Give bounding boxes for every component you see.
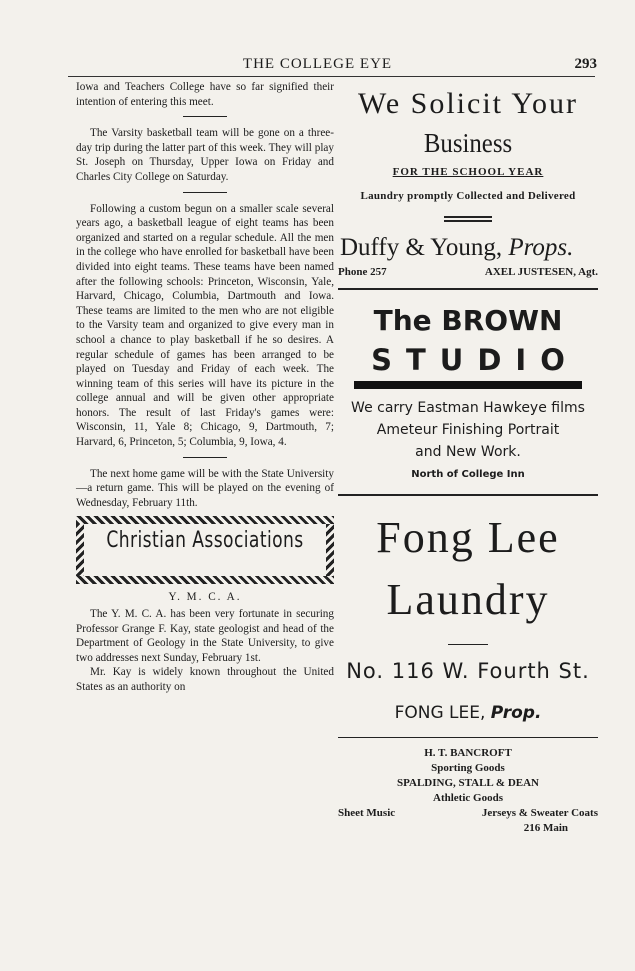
section-title: Christian Associations <box>106 528 304 554</box>
double-rule <box>444 216 492 222</box>
ad-contact <box>338 266 598 278</box>
brown-studio-ad <box>338 304 598 496</box>
black-bar <box>354 381 582 389</box>
fong-lee-owner <box>338 703 598 723</box>
section-rule <box>338 288 598 290</box>
bancroft-items <box>338 806 598 821</box>
ornament-border-left <box>76 524 84 576</box>
studio-line-1: We carry Eastman Hawkeye films <box>351 400 585 416</box>
ad-service-line: Laundry promptly Collected and Delivered <box>360 190 576 202</box>
separator <box>183 457 227 458</box>
bancroft-name: H. T. BANCROFT <box>424 747 512 759</box>
separator <box>183 116 227 117</box>
paragraph-varsity-trip: The Varsity basketball team will be gone on a three-day trip during the latter part of this week. They will play St. Joseph on Thursday, Upper Iowa on Friday and Charles City College on Saturday. <box>76 127 334 183</box>
studio-line-2: Ameteur Finishing Portrait <box>376 422 560 438</box>
advertisement-column <box>338 82 598 836</box>
studio-location: North of College Inn <box>411 469 525 480</box>
ornament-border-top <box>76 516 334 524</box>
paragraph-next-game: The next home game will be with the State University—a return game. This will be played on the evening of Wednesday, February 11th. <box>76 467 334 509</box>
paragraph-kay: Mr. Kay is widely known throughout the United States as an authority on <box>76 666 334 693</box>
paragraph-meet: Iowa and Teachers College have so far signified their intention of entering this meet. <box>76 81 334 108</box>
paragraph-basketball-league: Following a custom begun on a smaller scale several years ago, a basketball league of eight teams has been organized and started on a regular schedule. All the men in the college who have enrolled for basketball have been divided into eight teams. These teams have been named after the following schools: Princeton, Wisconsin, Yale, Harvard, Chicago, Columbia, Dartmouth and Iowa. These teams are limited to the men who are not eligible to the Varsity team and organized to give every man in school a chance to play basketball if he so desires. A regular schedule of games has been arranged to be played on Tuesday and Friday of each week. The winning team of this series will have its picture in the college annual and will be given other appropriate honors. The result of last Friday's games were: Wisconsin, 11, Yale 8; Chicago, 9, Dartmouth, 7; Harvard, 6, Princeton, 5; Columbia, 9, Iowa, 4. <box>76 202 334 449</box>
fong-lee-address: No. 116 W. Fourth St. <box>346 659 590 683</box>
page-header <box>0 56 635 76</box>
short-rule <box>448 644 488 645</box>
journal-title: THE COLLEGE EYE <box>242 56 393 72</box>
item-jerseys: Jerseys & Sweater Coats <box>481 807 598 819</box>
bancroft-address: 216 Main <box>523 822 568 834</box>
page-number: 293 <box>574 56 597 72</box>
ad-tagline: FOR THE SCHOOL YEAR <box>392 166 544 178</box>
bancroft-line-3: Athletic Goods <box>433 792 503 804</box>
ad-firm-name <box>338 232 598 264</box>
ornament-border-bottom <box>76 576 334 584</box>
studio-word: STUDIO <box>371 343 579 377</box>
bancroft-line-2: SPALDING, STALL & DEAN <box>396 777 539 789</box>
christian-associations-banner <box>76 516 334 584</box>
separator <box>183 192 227 193</box>
header-rule <box>68 76 595 77</box>
owner-name: FONG LEE, <box>394 703 486 723</box>
fong-lee-name: Fong Lee <box>376 513 560 562</box>
ornament-border-right <box>326 524 334 576</box>
fong-lee-ad <box>338 510 598 738</box>
firm-props: Props. <box>508 234 574 261</box>
firm-name: Duffy & Young, <box>340 234 503 261</box>
studio-line-3: and New Work. <box>415 444 521 460</box>
ad-headline-business: Business <box>423 128 513 158</box>
bancroft-ad <box>338 746 598 836</box>
agent-name: AXEL JUSTESEN, Agt. <box>484 266 598 278</box>
left-column <box>76 80 334 695</box>
studio-name: The BROWN <box>373 304 563 337</box>
ad-headline: We Solicit Your <box>357 87 579 120</box>
laundry-ad <box>338 86 598 290</box>
subheading-ymca: Y. M. C. A. <box>168 591 242 604</box>
item-sheet-music: Sheet Music <box>338 807 396 819</box>
bancroft-line-1: Sporting Goods <box>431 762 505 774</box>
fong-lee-laundry: Laundry <box>386 575 550 624</box>
owner-prop: Prop. <box>490 703 542 723</box>
section-rule <box>338 737 598 738</box>
section-rule <box>338 494 598 496</box>
phone-number: Phone 257 <box>338 266 387 278</box>
paragraph-ymca: The Y. M. C. A. has been very fortunate in securing Professor Grange F. Kay, state geologist and head of the Department of Geology in the State University, to give two addresses next Sunday, February 1st. <box>76 608 334 664</box>
